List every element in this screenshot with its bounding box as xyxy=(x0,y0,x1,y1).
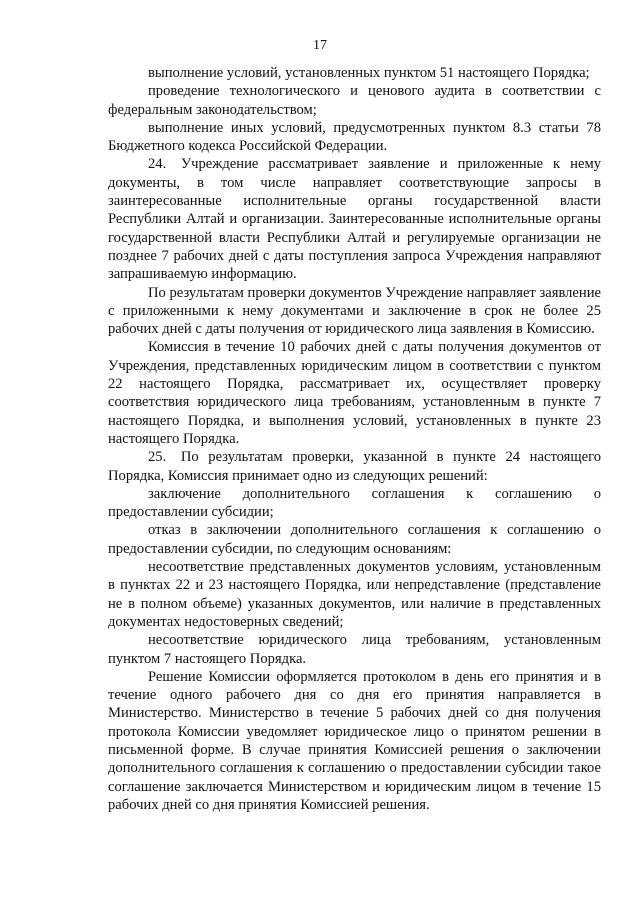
paragraph: заключение дополнительного соглашения к соглашению о предоставлении субсидии; xyxy=(108,485,601,521)
paragraph: выполнение условий, установленных пунктом 51 настоящего Порядка; xyxy=(148,65,590,81)
paragraph: отказ в заключении дополнительного соглашения к соглашению о предоставлении субсидии, по следующим основаниям: xyxy=(108,522,601,557)
paragraph: несоответствие представленных документов условиям, установленным в пунктах 22 и 23 настоящего Порядка, или непредставление (представление не в полном объеме) указанных документов, или наличие в представленных документах недостоверных сведений; xyxy=(108,559,601,630)
paragraph: Комиссия в течение 10 рабочих дней с даты получения документов от Учреждения, представленных юридическим лицом в соответствии с пунктом 22 настоящего Порядка, рассматривает их, осуществляет проверку соответствия юридического лица требованиям, установленным в пункте 7 настоящего Порядка, и выполнения условий, установленных в пункте 23 настоящего Порядка. xyxy=(108,339,601,447)
paragraph: проведение технологического и ценового аудита в соответствии с федеральным законодательством; xyxy=(108,83,601,118)
paragraph: несоответствие юридического лица требованиям, установленным пунктом 7 настоящего Порядка. xyxy=(108,632,601,667)
paragraph: Решение Комиссии оформляется протоколом в день его принятия и в течение одного рабочего дня со дня его принятия направляется в Министерство. Министерство в течение 5 рабочих дней со дня получения протокола Комиссии уведомляет юридическое лицо о принятом решении в письменной форме. В случае принятия Комиссией решения о заключении дополнительного соглашения к соглашению о предоставлении субсидии такое соглашение заключается Министерством и юридическим лицом в течение 15 рабочих дней со дня принятия Комиссией решения. xyxy=(108,668,601,813)
paragraph: По результатам проверки документов Учреждение направляет заявление с приложенными к нему документами и заключение в срок не более 25 рабочих дней с даты получения от юридического лица заявления в Комиссию. xyxy=(108,284,601,338)
page-number: 17 xyxy=(313,38,327,53)
paragraph-clause-24: 24. Учреждение рассматривает заявление и приложенные к нему документы, в том числе направляет соответствующие запросы в заинтересованные исполнительные органы государственной власти Республики Алтай и организации. Заинтересованные исполнительные органы государственной власти Республики Алтай и регулируемые организации не позднее 7 рабочих дней с даты поступления запроса Учреждения направляют запрашиваемую информацию. xyxy=(108,156,601,283)
paragraph: выполнение иных условий, предусмотренных пунктом 8.3 статьи 78 Бюджетного кодекса Российской Федерации. xyxy=(108,119,601,155)
document-body xyxy=(108,64,601,814)
paragraph-clause-25: 25. По результатам проверки, указанной в пункте 24 настоящего Порядка, Комиссия принимает одно из следующих решений: xyxy=(108,449,601,484)
